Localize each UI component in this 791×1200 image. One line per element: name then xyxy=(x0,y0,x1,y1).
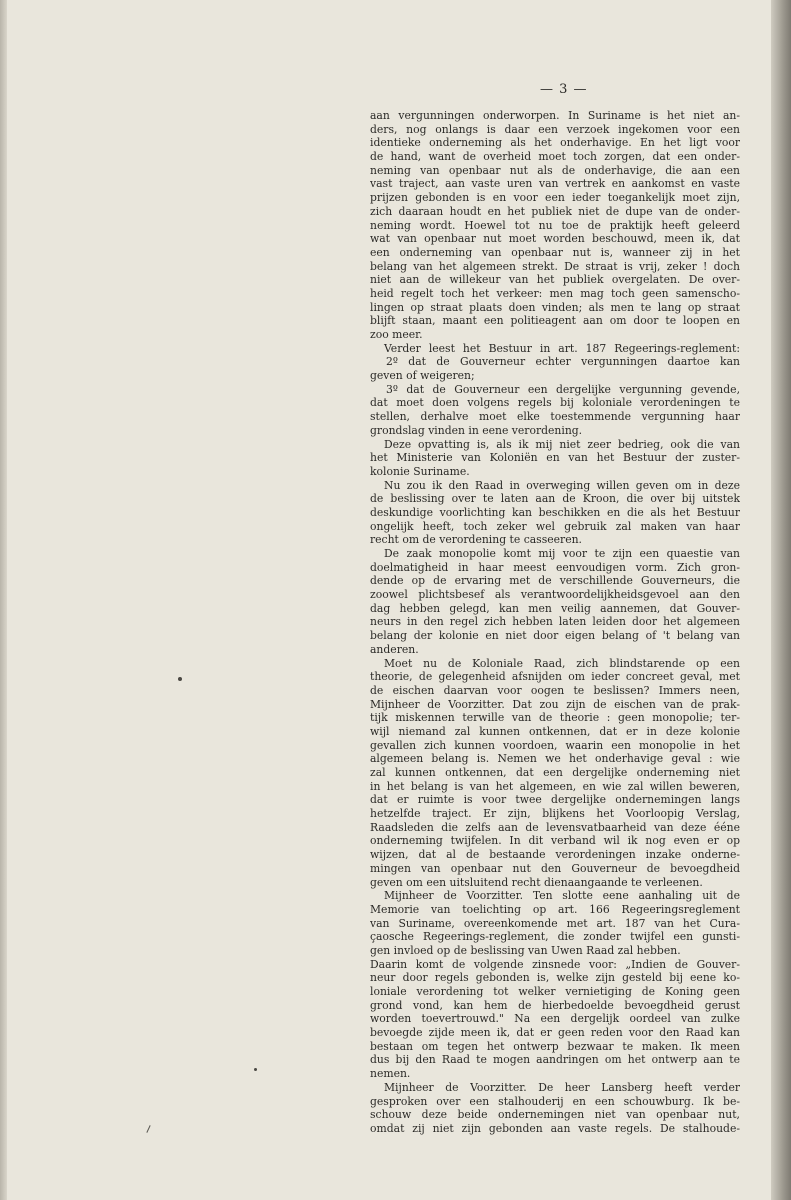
text-line: de beslissing over te laten aan de Kroon, die over bij uitstek xyxy=(370,492,740,506)
text-line: recht om de verordening te casseeren. xyxy=(370,533,582,547)
text-line: bevoegde zijde meen ik, dat er geen reden voor den Raad kan xyxy=(370,1026,740,1040)
text-line: Verder leest het Bestuur in art. 187 Regeerings-reglement: xyxy=(384,341,740,355)
text-line: de hand, want de overheid moet toch zorgen, dat een onder- xyxy=(370,150,740,164)
text-line: kolonie Suriname. xyxy=(370,464,470,478)
text-line: dat er ruimte is voor twee dergelijke ondernemingen langs xyxy=(370,793,740,807)
text-line: neurs in den regel zich hebben laten leiden door het algemeen xyxy=(370,615,740,629)
text-line: zal kunnen ontkennen, dat een dergelijke onderneming niet xyxy=(370,766,740,779)
text-line: grondslag vinden in eene verordening. xyxy=(370,423,583,437)
text-line: geven of weigeren; xyxy=(370,369,475,383)
text-line: Raadsleden die zelfs aan de levensvatbaarheid van deze ééne xyxy=(370,820,740,834)
text-line: nemen. xyxy=(370,1067,411,1081)
text-line: grond vond, kan hem de hierbedoelde bevoegdheid gerust xyxy=(370,998,740,1012)
ink-speck xyxy=(178,677,182,681)
text-line: ders, nog onlangs is daar een verzoek ingekomen voor een xyxy=(370,122,740,136)
text-line: belang der kolonie en niet door eigen belang of 't belang van xyxy=(370,629,740,643)
text-line: wijzen, dat al de bestaande verordeningen inzake onderne- xyxy=(370,848,740,862)
text-line: loniale verordening tot welker vernietiging de Koning geen xyxy=(370,985,740,998)
text-line: niet aan de willekeur van het publiek overgelaten. De over- xyxy=(370,273,740,287)
text-line: belang van het algemeen strekt. De straat is vrij, zeker ! doch xyxy=(370,259,740,273)
text-line: dat moet doen volgens regels bij koloniale verordeningen te xyxy=(370,396,740,410)
text-line: dag hebben gelegd, kan men veilig aannemen, dat Gouver- xyxy=(370,601,740,615)
text-line: stellen, derhalve moet elke toestemmende vergunning haar xyxy=(370,410,740,424)
text-line: geven om een uitsluitend recht dienaangaande te verleenen. xyxy=(370,875,703,889)
text-line: tijk miskennen terwille van de theorie : geen monopolie; ter- xyxy=(370,711,740,725)
text-line: schouw deze beide ondernemingen niet van openbaar nut, xyxy=(370,1108,740,1122)
text-line: Mijnheer de Voorzitter. Dat zou zijn de eischen van de prak- xyxy=(370,697,740,711)
text-line: Daarin komt de volgende zinsnede voor: „Indien de Gouver- xyxy=(370,957,740,971)
text-line: mingen van openbaar nut den Gouverneur de bevoegdheid xyxy=(370,861,740,875)
pencil-mark xyxy=(146,1125,150,1133)
text-line: de eischen daarvan voor oogen te beslissen? Immers neen, xyxy=(370,683,740,697)
text-line: Nu zou ik den Raad in overweging willen geven om in deze xyxy=(384,478,740,492)
text-line: lingen op straat plaats doen vinden; als men te lang op straat xyxy=(370,300,740,314)
text-line: blijft staan, maant een politieagent aan om door te loopen en xyxy=(370,314,740,328)
text-line: worden toevertrouwd." Na een dergelijk oordeel van zulke xyxy=(370,1012,740,1026)
text-line: 2º dat de Gouverneur echter vergunningen daartoe kan xyxy=(386,355,740,369)
text-line: dende op de ervaring met de verschillende Gouverneurs, die xyxy=(370,574,740,588)
text-line: onderneming twijfelen. In dit verband wil ik nog even er op xyxy=(370,834,740,848)
text-line: wijl niemand zal kunnen ontkennen, dat er in deze kolonie xyxy=(370,724,740,738)
text-line: gesproken over een stalhouderij en een schouwburg. Ik be- xyxy=(370,1094,740,1108)
text-line: anderen. xyxy=(370,642,419,656)
text-line: Moet nu de Koloniale Raad, zich blindstarende op een xyxy=(384,656,740,670)
text-line: het Ministerie van Koloniën en van het Bestuur der zuster- xyxy=(370,451,740,465)
text-line: Deze opvatting is, als ik mij niet zeer bedrieg, ook die van xyxy=(384,437,740,451)
text-line: gen invloed op de beslissing van Uwen Raad zal hebben. xyxy=(370,943,681,957)
text-line: identieke onderneming als het onderhavige. En het ligt voor xyxy=(370,136,740,150)
text-line: bestaan om tegen het ontwerp bezwaar te maken. Ik meen xyxy=(370,1039,740,1053)
page-right-edge xyxy=(771,0,791,1200)
text-line: hetzelfde traject. Er zijn, blijkens het Voorloopig Verslag, xyxy=(370,807,740,821)
text-line: Mijnheer de Voorzitter. De heer Lansberg heeft verder xyxy=(384,1080,740,1094)
text-line: gevallen zich kunnen voordoen, waarin een monopolie in het xyxy=(370,738,740,752)
text-line: doelmatigheid in haar meest eenvoudigen vorm. Zich gron- xyxy=(370,560,740,574)
text-line: deskundige voorlichting kan beschikken en die als het Bestuur xyxy=(370,505,740,519)
text-line: neur door regels gebonden is, welke zijn gesteld bij eene ko- xyxy=(370,971,740,985)
text-line: in het belang is van het algemeen, en wie zal willen beweren, xyxy=(370,779,740,793)
text-line: aan vergunningen onderworpen. In Suriname is het niet an- xyxy=(370,109,740,122)
text-line: heid regelt toch het verkeer: men mag toch geen samenscho- xyxy=(370,286,740,300)
text-line: zich daaraan houdt en het publiek niet de dupe van de onder- xyxy=(370,204,740,218)
text-line: theorie, de gelegenheid afsnijden om ieder concreet geval, met xyxy=(370,670,740,684)
page-left-edge xyxy=(0,0,7,1200)
text-line: wat van openbaar nut moet worden beschouwd, meen ik, dat xyxy=(370,232,740,246)
body-text xyxy=(370,109,740,1136)
text-line: van Suriname, overeenkomende met art. 187 van het Cura- xyxy=(370,916,740,930)
text-line: vast traject, aan vaste uren van vertrek en aankomst en vaste xyxy=(370,177,740,191)
text-line: dus bij den Raad te mogen aandringen om het ontwerp aan te xyxy=(370,1053,740,1067)
text-line: prijzen gebonden is en voor een ieder toegankelijk moet zijn, xyxy=(370,191,740,205)
text-line: omdat zij niet zijn gebonden aan vaste regels. De stalhoude- xyxy=(370,1121,740,1135)
text-line: zoowel plichtsbesef als verantwoordelijkheidsgevoel aan den xyxy=(370,588,740,602)
page-number: — 3 — xyxy=(540,82,588,97)
text-line: Memorie van toelichting op art. 166 Regeeringsreglement xyxy=(370,902,740,916)
text-line: algemeen belang is. Nemen we het onderhavige geval : wie xyxy=(370,752,740,766)
text-line: neming wordt. Hoewel tot nu toe de praktijk heeft geleerd xyxy=(370,218,740,232)
text-line: neming van openbaar nut als de onderhavige, die aan een xyxy=(370,163,740,177)
text-line: zoo meer. xyxy=(370,328,423,341)
text-line: De zaak monopolie komt mij voor te zijn een quaestie van xyxy=(384,547,740,560)
text-line: çaosche Regeerings-reglement, die zonder twijfel een gunsti- xyxy=(370,930,740,944)
text-line: ongelijk heeft, toch zeker wel gebruik zal maken van haar xyxy=(370,519,740,533)
text-line: een onderneming van openbaar nut is, wanneer zij in het xyxy=(370,245,740,259)
text-line: Mijnheer de Voorzitter. Ten slotte eene aanhaling uit de xyxy=(384,889,740,903)
text-line: 3º dat de Gouverneur een dergelijke vergunning gevende, xyxy=(386,382,740,396)
ink-speck xyxy=(254,1068,257,1071)
